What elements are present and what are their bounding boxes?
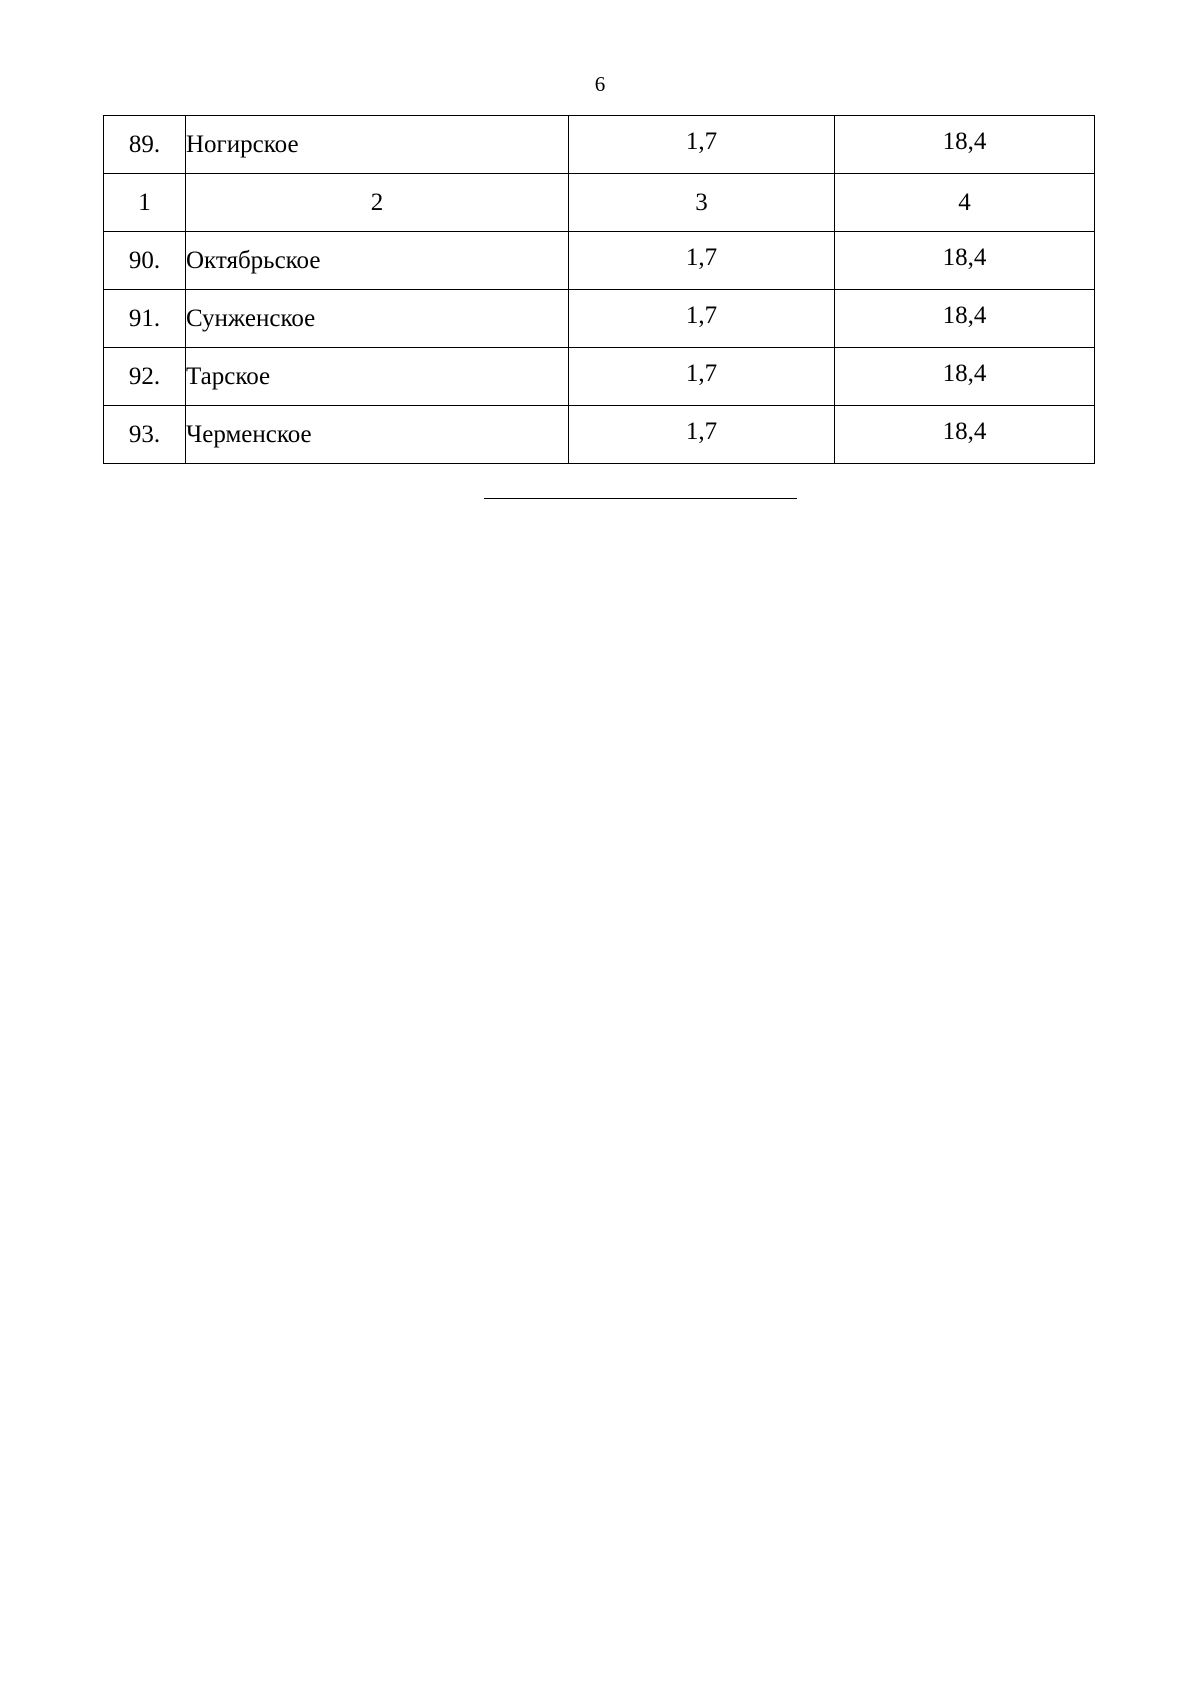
row-value-col4 bbox=[835, 406, 1095, 464]
row-number: 93. bbox=[104, 406, 186, 464]
row-number: 89. bbox=[104, 116, 186, 174]
table-row bbox=[104, 290, 1095, 348]
row-value-col4 bbox=[835, 116, 1095, 174]
row-name: Сунженское bbox=[186, 290, 569, 348]
column-number-2: 2 bbox=[186, 174, 569, 232]
row-value-col4-text: 18,4 bbox=[942, 301, 987, 329]
row-value-col3-text: 1,7 bbox=[685, 359, 718, 387]
row-number: 92. bbox=[104, 348, 186, 406]
row-value-col3-text: 1,7 bbox=[685, 127, 718, 155]
row-value-col4 bbox=[835, 348, 1095, 406]
column-number-4: 4 bbox=[835, 174, 1095, 232]
row-value-col3 bbox=[569, 232, 835, 290]
column-number-1: 1 bbox=[104, 174, 186, 232]
row-value-col3 bbox=[569, 348, 835, 406]
table-row bbox=[104, 406, 1095, 464]
row-name: Черменское bbox=[186, 406, 569, 464]
end-separator-line bbox=[484, 498, 797, 499]
data-table bbox=[103, 115, 1095, 464]
row-value-col3-text: 1,7 bbox=[685, 301, 718, 329]
row-value-col4 bbox=[835, 232, 1095, 290]
column-number-3: 3 bbox=[569, 174, 835, 232]
row-value-col3-text: 1,7 bbox=[685, 243, 718, 271]
row-name: Тарское bbox=[186, 348, 569, 406]
row-value-col4 bbox=[835, 290, 1095, 348]
table-row bbox=[104, 348, 1095, 406]
row-number: 91. bbox=[104, 290, 186, 348]
row-value-col3 bbox=[569, 406, 835, 464]
row-number: 90. bbox=[104, 232, 186, 290]
row-value-col3-text: 1,7 bbox=[685, 417, 718, 445]
row-value-col4-text: 18,4 bbox=[942, 417, 987, 445]
table-row bbox=[104, 116, 1095, 174]
row-value-col3 bbox=[569, 290, 835, 348]
row-value-col4-text: 18,4 bbox=[942, 243, 987, 271]
row-name: Октябрьское bbox=[186, 232, 569, 290]
column-number-row bbox=[104, 174, 1095, 232]
row-name: Ногирское bbox=[186, 116, 569, 174]
page-number: 6 bbox=[594, 72, 606, 96]
row-value-col3 bbox=[569, 116, 835, 174]
row-value-col4-text: 18,4 bbox=[942, 127, 987, 155]
row-value-col4-text: 18,4 bbox=[942, 359, 987, 387]
table-row bbox=[104, 232, 1095, 290]
